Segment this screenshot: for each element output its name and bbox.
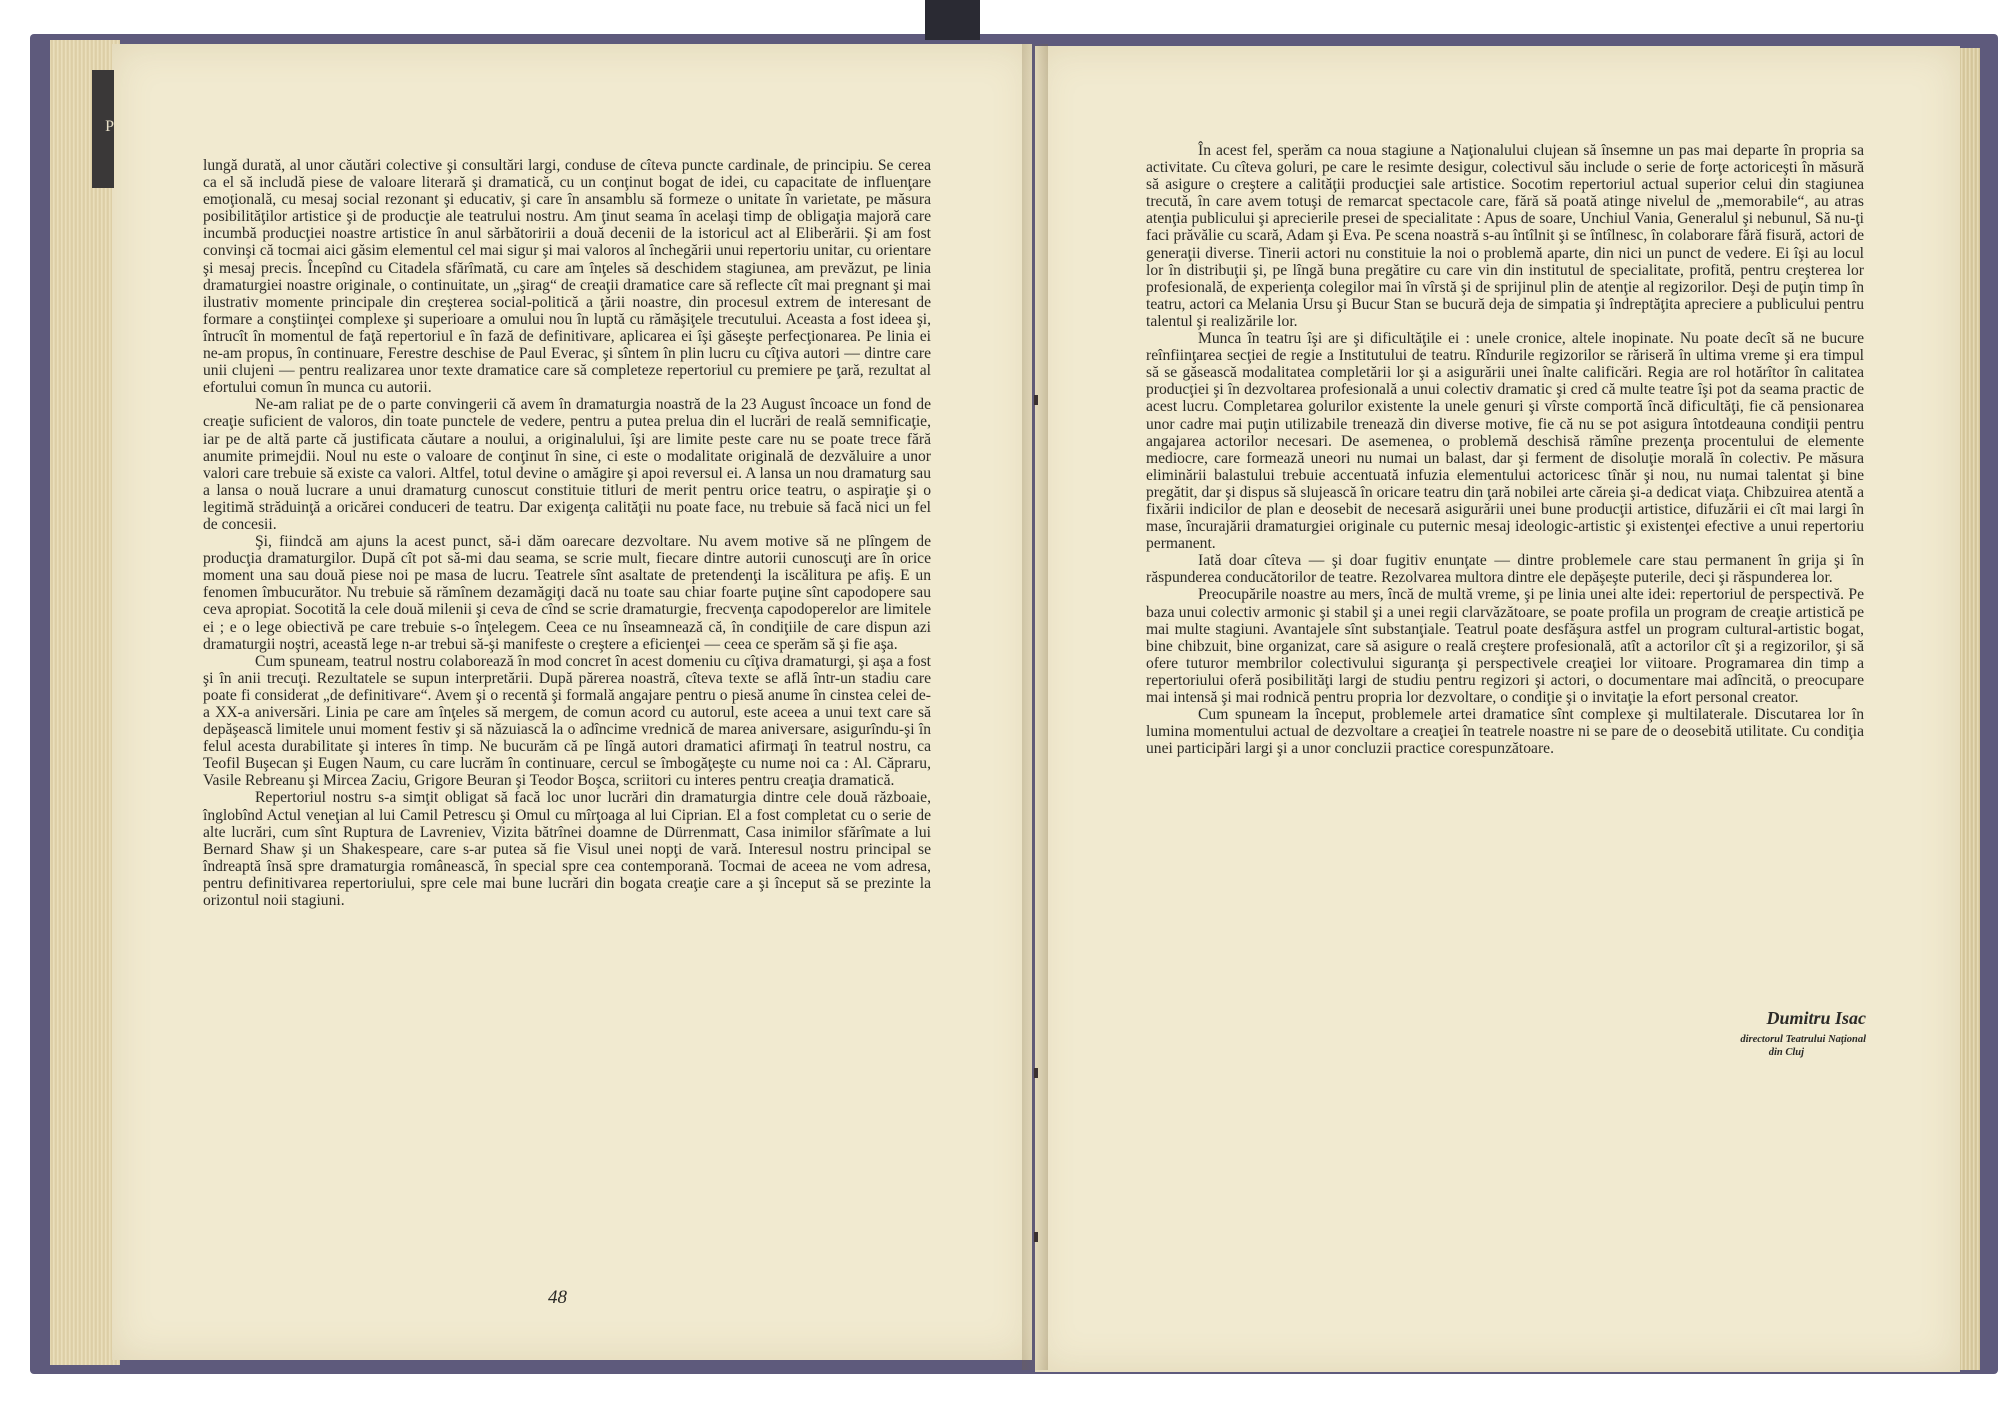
paragraph: Munca în teatru îşi are şi dificultăţile ei : unele cronice, altele inopinate. Nu poate decît să ne bucure reînfiinţarea secţiei de regie a Institutului de teatru. Rîndurile regizorilor se răriseră în ultima vreme şi era timpul să se găsească modalitatea completării lor şi a asigurării unei înalte calificări. Regia are rol hotărîtor în calitatea producţiei şi în dezvoltarea profesională a unui colectiv dramatic şi cred că multe teatre îşi pot da seama practic de acest lucru. Completarea golurilor existente la unele genuri şi vîrste comportă încă dificultăţi, fie că pensionarea unor cadre mai puţin utilizabile trenează din diverse motive, fie că nu se pot asigura întotdeauna condiţii pentru angajarea actorilor necesari. De asemenea, o problemă deschisă rămîne prezenţa procentului de elemente mediocre, care formează uneori nu numai un balast, dar şi ferment de disoluţie morală în colectiv. Pe măsura eliminării balastului trebuie accentuată infuzia elementului actoricesc tînăr şi nou, nu numai talentat şi bine pregătit, dar şi dispus să slujească în oricare teatru din ţară nobilei arte căreia şi-a dedicat viaţa. Chibzuirea atentă a fixării indicilor de plan e deosebit de necesară asigurării unei bune producţii artistice, difuzării ei cît mai largi în mase, încurajării dramaturgiei originale cu puternic mesaj ideologic-artistic şi existenţei efective a unui repertoriu permanent.	[1146, 330, 1864, 553]
paragraph: Cum spuneam, teatrul nostru colaborează în mod concret în acest domeniu cu cîţiva dramaturgi, şi aşa a fost şi în anii trecuţi. Rezultatele se supun interpretării. După părerea noastră, cîteva texte se află într-un stadiu care poate fi considerat „de definitivare“. Avem şi o recentă şi formală angajare pentru o piesă anume în cinstea celei de-a XX-a aniversări. Linia pe care am înţeles să mergem, de comun acord cu autorul, este aceea a unui text care să depăşească limitele unui moment festiv şi să năzuiască la o adîncime vrednică de marea aniversare, asigurîndu-şi în felul acesta durabilitate şi interes în timp. Ne bucurăm că pe lîngă autori dramatici afirmaţi în teatrul nostru, ca Teofil Buşecan şi Eugen Naum, cu care lucrăm în continuare, cercul se îmbogăţeşte cu nume noi ca : Al. Căpraru, Vasile Rebreanu şi Mircea Zaciu, Grigore Beuran şi Teodor Boşca, scriitori cu interes pentru creaţia dramatică.	[203, 652, 931, 790]
paragraph: Repertoriul nostru s-a simţit obligat să facă loc unor lucrări din dramaturgia dintre cele două războaie, înglobînd Actul veneţian al lui Camil Petrescu şi Omul cu mîrţoaga al lui Ciprian. El a fost completat cu o serie de alte lucrări, cum sînt Ruptura de Lavreniev, Vizita bătrînei doamne de Dürrenmatt, Casa inimilor sfărîmate a lui Bernard Shaw şi un Shakespeare, care s-ar putea să fie Visul unei nopţi de vară. Interesul nostru principal se îndreaptă însă spre dramaturgia românească, în special spre cea contemporană. Tocmai de aceea ne vom adresa, pentru definitivarea repertoriului, spre cele mai bune lucrări din bogata creaţie care a şi început să se prezinte la orizontul noii stagiuni.	[203, 789, 931, 910]
page-edges-left	[50, 40, 120, 1365]
right-page-text	[1146, 142, 1864, 757]
book-gutter	[1022, 44, 1048, 1370]
left-page-text	[203, 157, 931, 909]
paragraph: În acest fel, sperăm ca noua stagiune a Naţionalului clujean să însemne un pas mai departe în propria sa activitate. Cu cîteva goluri, pe care le resimte desigur, colectivul său include o serie de forţe actoriceşti în măsură să asigure o creştere a calităţii producţiei sale artistice. Socotim repertoriul actual superior celui din stagiunea trecută, în care avem totuşi de remarcat spectacole care, fără să poată atinge nivelul de „memorabile“, au atras atenţia publicului şi aprecierile presei de specialitate : Apus de soare, Unchiul Vania, Generalul şi nebunul, Să nu-ţi faci prăvălie cu scară, Adam şi Eva. Pe scena noastră s-au întîlnit şi se întîlnesc, în colaborare fără fisură, actori de generaţii diverse. Tinerii actori nu constituie la noi o problemă aparte, din nici un punct de vedere. Ei îşi au locul lor în distribuţii şi, pe lîngă buna pregătire cu care vin din institutul de specialitate, profită, pentru creşterea lor profesională, de experienţa colegilor mai în vîrstă şi de sprijinul plin de atenţie al regizorilor. Deşi de puţin timp în teatru, actori ca Melania Ursu şi Bucur Stan se bucură deja de simpatia şi îndreptăţita apreciere a publicului pentru talentul şi realizările lor.	[1146, 142, 1864, 330]
section-tab: P	[92, 70, 114, 188]
paragraph: Cum spuneam la început, problemele artei dramatice sînt complexe şi multilaterale. Discutarea lor în lumina momentului actual de dezvoltare a creaţiei în teatrele noastre ni se pare de o deosebită utilitate. Cu condiţia unei participări largi şi a unor concluzii practice corespunzătoare.	[1146, 706, 1864, 758]
paragraph: Şi, fiindcă am ajuns la acest punct, să-i dăm oarecare dezvoltare. Nu avem motive să ne plîngem de producţia dramaturgilor. După cît pot să-mi dau seama, se scrie mult, fiecare dintre autorii cunoscuţi are în orice moment una sau două piese noi pe masa de lucru. Teatrele sînt asaltate de pretendenţi la iscălitura pe afiş. E un fenomen îmbucurător. Nu trebuie să rămînem dezamăgiţi dacă nu toate sau chiar foarte puţine sînt capodopere sau ceva apropiat. Socotită la cele două milenii şi ceva de cînd se scrie dramaturgie, frecvenţa capodoperelor are limitele ei ; e o lege obiectivă pe care trebuie s-o înţelegem. Ceea ce nu înseamnează că, în condiţiile de care dispun azi dramaturgii noştri, această lege n-ar trebui să-şi manifeste o creştere a eficienţei — ceea ce sperăm să şi fie aşa.	[203, 533, 931, 653]
paragraph: Preocupările noastre au mers, încă de multă vreme, şi pe linia unei alte idei: repertoriul de perspectivă. Pe baza unui colectiv armonic şi stabil şi a unei regii clarvăzătoare, se poate profila un program de creaţie artistică pe mai multe stagiuni. Avantajele sînt substanţiale. Teatrul poate desfăşura astfel un program cultural-artistic bogat, bine chibzuit, bine organizat, care să asigure o reală creştere profesională, atît a actorilor cît şi a regizorilor, şi să ofere tuturor membrilor colectivului siguranţa şi perspectivele creaţiei lor viitoare. Programarea din timp a repertoriului oferă posibilităţi largi de studiu pentru regizori şi actori, o documentare mai adîncită, o preocupare mai intensă şi mai rodnică pentru propria lor dezvoltare, o condiţie şi o invitaţie la efort personal creator.	[1146, 586, 1864, 706]
author-signature	[1640, 1008, 1866, 1058]
binding-stitch	[1034, 1232, 1038, 1242]
author-title-city: din Cluj	[1768, 1047, 1804, 1058]
cover-spine	[925, 0, 980, 40]
author-title: directorul Teatrului Naţional	[1740, 1034, 1866, 1045]
paragraph: lungă durată, al unor căutări colective şi consultări largi, conduse de cîteva puncte cardinale, de principiu. Se cerea ca el să includă piese de valoare literară şi dramatică, cu un conţinut bogat de idei, cu capacitate de influenţare emoţională, cu mesaj social rezonant şi educativ, şi care în ansamblu să formeze o unitate în varietate, pe măsura posibilităţilor artistice şi de producţie ale teatrului nostru. Am ţinut seama în acelaşi timp de obligaţia majoră care incumbă producţiei noastre artistice în anul sărbătoririi a două decenii de la istoricul act al Eliberării. Şi am fost convinşi că tocmai aici găsim elementul cel mai sigur şi mai valoros al închegării unui repertoriu unitar, cu orientare şi mesaj precis. Începînd cu Citadela sfărîmată, cu care am înţeles să deschidem stagiunea, am prevăzut, pe linia dramaturgiei noastre originale, o continuitate, un „şirag“ de creaţii dramatice care să reflecte cît mai pregnant şi mai ilustrativ momente principale din creşterea social-politică a ţării noastre, din procesul extrem de interesant de formare a conştiinţei complexe şi superioare a omului nou în luptă cu rămăşiţele trecutului. Aceasta a fost ideea şi, întrucît în momentul de faţă repertoriul e în fază de definitivare, aplicarea ei îşi găseşte perfecţionarea. Pe linia ei ne-am propus, în continuare, Ferestre deschise de Paul Everac, şi sîntem în plin lucru cu cîţiva autori — dintre care unii clujeni — pentru realizarea unor texte dramatice care să completeze repertoriul cu premiere pe ţară, rezultat al efortului comun în munca cu autorii.	[203, 157, 931, 397]
paragraph: Iată doar cîteva — şi doar fugitiv enunţate — dintre problemele care stau permanent în grija şi în răspunderea conducătorilor de teatre. Rezolvarea multora dintre ele depăşeşte puterile, deci şi răspunderea lor.	[1146, 552, 1864, 587]
binding-stitch	[1034, 1068, 1038, 1078]
page-edges-right	[1958, 48, 1980, 1370]
page-number: 48	[548, 1287, 567, 1308]
author-name: Dumitru Isac	[1766, 1008, 1866, 1028]
paragraph: Ne-am raliat pe de o parte convingerii că avem în dramaturgia noastră de la 23 August încoace un fond de creaţie suficient de valoros, din toate punctele de vedere, pentru a putea prelua din el lucrări de reală semnificaţie, iar pe de altă parte că justificata căutare a noului, a originalului, îşi are limite peste care nu se poate trece fără anumite primejdii. Noul nu este o valoare de conţinut în sine, ci este o modalitate originală de dezvăluire a unor valori care trebuie să existe ca valori. Altfel, totul devine o amăgire şi apoi reversul ei. A lansa un nou dramaturg sau a lansa o nouă lucrare a unui dramaturg cunoscut constituie titluri de merit pentru orice teatru, o aspiraţie şi o legitimă străduinţă a oricărei conduceri de teatru. Dar exigenţa calităţii nu poate face, nu trebuie să facă nici un fel de concesii.	[203, 396, 931, 533]
binding-stitch	[1034, 395, 1038, 405]
